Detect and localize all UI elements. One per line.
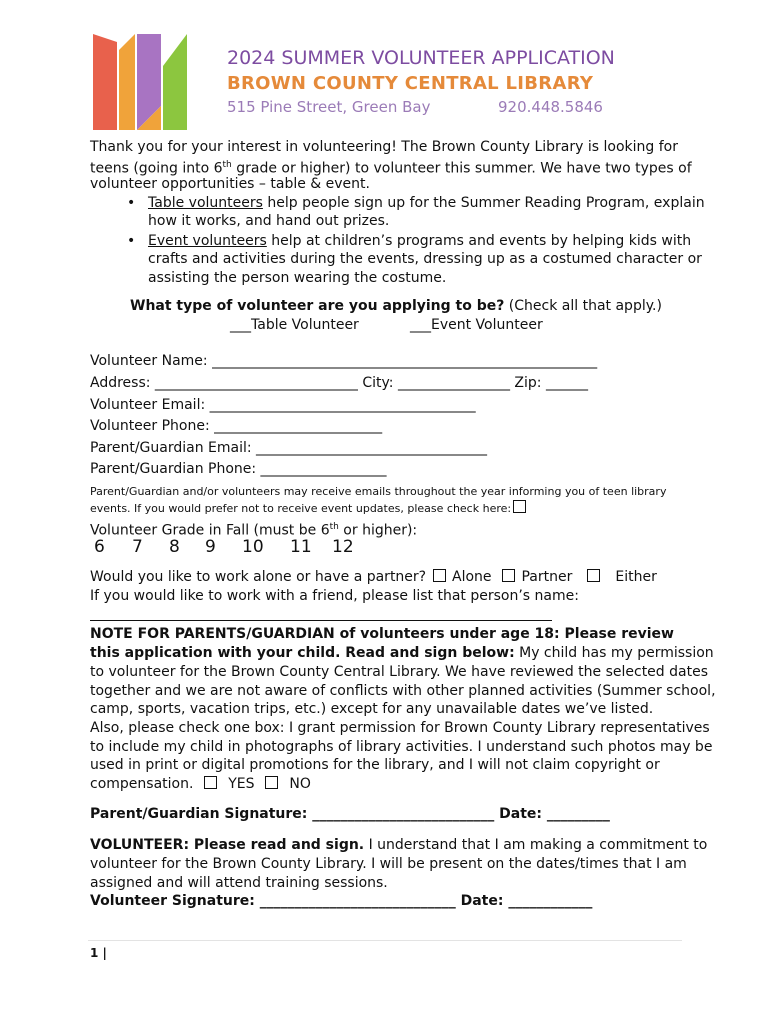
partner-option: Partner (500, 568, 572, 586)
volunteer-line-3: assigned and will attend training sessions. (90, 875, 388, 891)
grade-option-9[interactable]: 9 (205, 537, 216, 557)
page-number: 1 | (90, 946, 107, 960)
photo-yes-checkbox[interactable] (204, 776, 217, 789)
application-title: 2024 SUMMER VOLUNTEER APPLICATION (227, 47, 615, 69)
volunteer-name-field[interactable]: Volunteer Name: _______________________________________________________ (90, 353, 598, 369)
grade-label: Volunteer Grade in Fall (must be 6th or higher): (90, 522, 418, 539)
photo-no-checkbox[interactable] (265, 776, 278, 789)
friend-name-line[interactable] (90, 620, 552, 621)
intro-line-1: Thank you for your interest in volunteering! The Brown County Library is looking for (90, 139, 678, 155)
logo-bar-orange (119, 34, 135, 130)
volunteer-line-2: volunteer for the Brown County Library. I will be present on the dates/times that I am (90, 856, 687, 872)
bullet-event-line-3: assisting the person wearing the costume. (148, 270, 447, 286)
grade-option-7[interactable]: 7 (132, 537, 143, 557)
parents-note-line-6: Also, please check one box: I grant permission for Brown County Library representatives (90, 720, 710, 736)
library-phone: 920.448.5846 (498, 98, 603, 116)
either-option: Either (585, 568, 657, 586)
logo-bar-green (163, 34, 187, 130)
parents-note-line-8: used in print or digital promotions for the library, and I will not claim copyright or (90, 757, 660, 773)
email-notice-line-1: Parent/Guardian and/or volunteers may receive emails throughout the year informing you of teen library (90, 485, 667, 498)
alone-checkbox[interactable] (433, 569, 446, 582)
parents-note-line-1: NOTE FOR PARENTS/GUARDIAN of volunteers under age 18: Please review (90, 626, 674, 642)
library-name: BROWN COUNTY CENTRAL LIBRARY (227, 73, 594, 94)
event-volunteers-term: Event volunteers (148, 233, 267, 249)
parent-signature-field[interactable]: Parent/Guardian Signature: __________________________ Date: _________ (90, 806, 610, 822)
volunteer-email-field[interactable]: Volunteer Email: ______________________________________ (90, 397, 476, 413)
bullet-table-line-2: how it works, and hand out prizes. (148, 213, 390, 229)
parents-note-line-4: together and we are not aware of conflicts with other planned activities (Summer school, (90, 683, 716, 699)
volunteer-type-question: What type of volunteer are you applying to be? (Check all that apply.) (130, 298, 662, 314)
grade-option-12[interactable]: 12 (332, 537, 354, 557)
address-field[interactable]: Address: _____________________________ City: ________________ Zip: ______ (90, 375, 588, 391)
bullet-icon: • (127, 195, 136, 211)
opt-out-checkbox[interactable] (513, 500, 526, 513)
grade-option-6[interactable]: 6 (94, 537, 105, 557)
option-event-volunteer[interactable]: ___Event Volunteer (410, 317, 543, 333)
library-address: 515 Pine Street, Green Bay (227, 98, 431, 116)
friend-prompt: If you would like to work with a friend, please list that person’s name: (90, 588, 579, 604)
parents-note-line-3: to volunteer for the Brown County Central Library. We have reviewed the selected dates (90, 664, 708, 680)
bullet-event-line-1: Event volunteers help at children’s programs and events by helping kids with (148, 233, 692, 249)
grade-option-8[interactable]: 8 (169, 537, 180, 557)
grade-option-10[interactable]: 10 (242, 537, 264, 557)
bullet-table-line-1: Table volunteers help people sign up for the Summer Reading Program, explain (148, 195, 705, 211)
logo-bar-red (93, 34, 117, 130)
grade-option-11[interactable]: 11 (290, 537, 312, 557)
table-volunteers-term: Table volunteers (148, 195, 263, 211)
footer-divider (88, 940, 682, 941)
volunteer-signature-field[interactable]: Volunteer Signature: ____________________________ Date: ____________ (90, 893, 593, 909)
volunteer-phone-field[interactable]: Volunteer Phone: ________________________ (90, 418, 383, 434)
bullet-icon: • (127, 233, 136, 249)
parents-note-line-9: compensation. YES NO (90, 776, 311, 792)
parents-note-line-2: this application with your child. Read and sign below: My child has my permission (90, 645, 714, 661)
partner-checkbox[interactable] (502, 569, 515, 582)
option-table-volunteer[interactable]: ___Table Volunteer (230, 317, 359, 333)
parents-note-line-5: camp, sports, vacation trips, etc.) except for any unavailable dates we’ve listed. (90, 701, 654, 717)
parent-phone-field[interactable]: Parent/Guardian Phone: __________________ (90, 461, 387, 477)
bullet-event-line-2: crafts and activities during the events, dressing up as a costumed character or (148, 251, 702, 267)
email-notice-line-2: events. If you would prefer not to receive event updates, please check here: (90, 500, 528, 518)
either-checkbox[interactable] (587, 569, 600, 582)
parent-email-field[interactable]: Parent/Guardian Email: _________________________________ (90, 440, 488, 456)
parents-note-line-7: to include my child in photographs of library activities. I understand such photos may be (90, 739, 713, 755)
volunteer-line-1: VOLUNTEER: Please read and sign. I understand that I am making a commitment to (90, 837, 708, 853)
partner-question: Would you like to work alone or have a partner? Alone (90, 569, 492, 585)
intro-line-2: teens (going into 6th grade or higher) to volunteer this summer. We have two types of (90, 160, 692, 177)
intro-line-3: volunteer opportunities – table & event. (90, 176, 370, 192)
library-logo (93, 34, 187, 130)
